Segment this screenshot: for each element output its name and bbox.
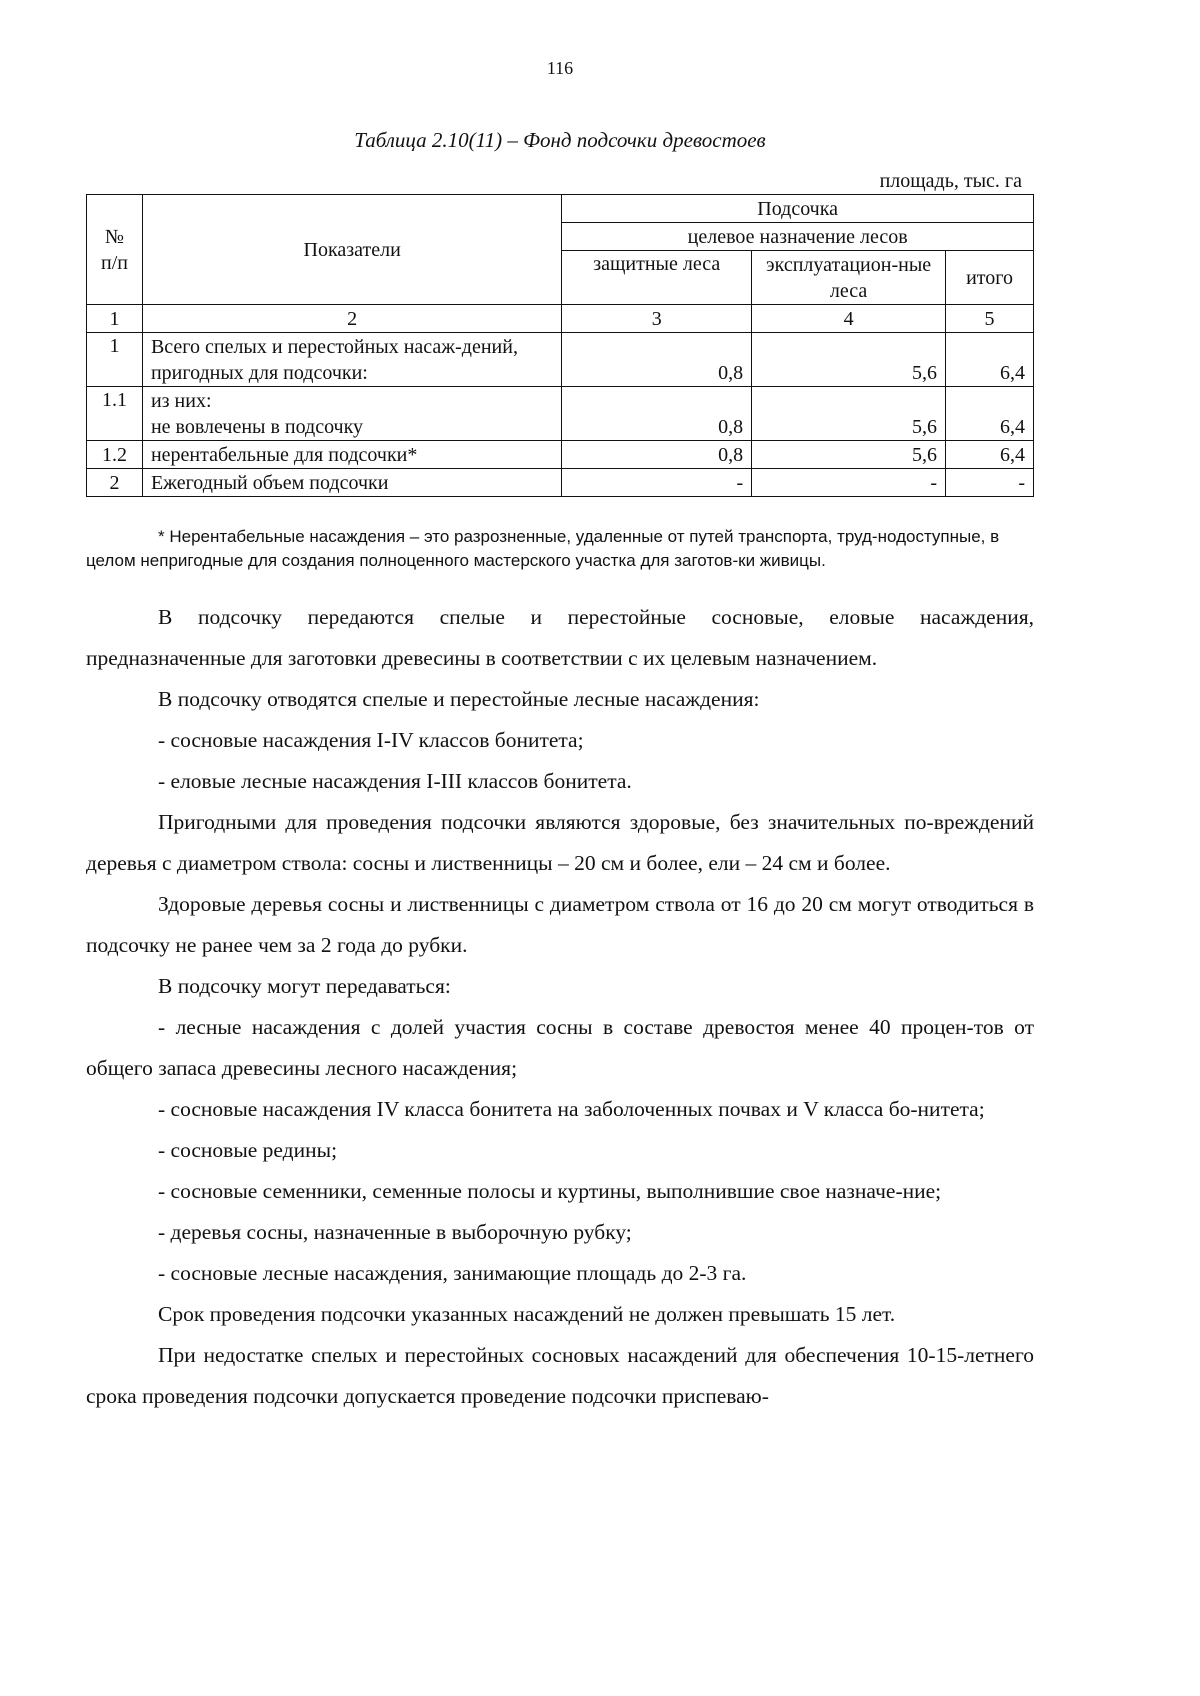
list-item: - еловые лесные насаждения I-III классов бонитета. [158,769,632,793]
table-units: площадь, тыс. га [879,170,1022,192]
header-podsochka: Подсочка [562,195,1034,223]
table-footnote: * Нерентабельные насаждения – это разрозненные, удаленные от путей транспорта, труд-нодоступные, в целом непригодные для создания полноценного мастерского участка для заготов-ки живицы. [86,527,1000,570]
column-number-row [87,305,1034,333]
row-exploitation: 5,6 [752,387,946,441]
row-total: 6,4 [946,441,1034,469]
list-item: - сосновые семенники, семенные полосы и куртины, выполнившие свое назначе-ние; [158,1179,942,1203]
row-no: 1.2 [87,441,143,469]
column-number: 2 [142,305,561,333]
row-exploitation: 5,6 [752,441,946,469]
list-item: - сосновые редины; [158,1138,338,1162]
list-item: - сосновые лесные насаждения, занимающие площадь до 2-3 га. [158,1261,747,1285]
row-protective: 0,8 [562,387,752,441]
table-row [87,387,1034,441]
header-purpose: целевое назначение лесов [562,223,1034,251]
paragraph: В подсочку отводятся спелые и перестойные лесные насаждения: [158,687,760,711]
body-text [86,597,1034,1417]
column-number: 3 [562,305,752,333]
row-name: Всего спелых и перестойных насаж-дений, пригодных для подсочки: [142,333,561,387]
paragraph: Пригодными для проведения подсочки являются здоровые, без значительных по-вреждений деревья с диаметром ствола: сосны и лиственницы – 20 см и более, ели – 24 см и более. [86,810,1034,875]
row-protective: - [562,469,752,497]
column-number: 4 [752,305,946,333]
row-exploitation: 5,6 [752,333,946,387]
row-exploitation: - [752,469,946,497]
row-protective: 0,8 [562,333,752,387]
paragraph: При недостатке спелых и перестойных сосновых насаждений для обеспечения 10-15-летнего срока проведения подсочки допускается проведение подсочки приспеваю- [86,1343,1034,1408]
column-number: 1 [87,305,143,333]
paragraph: В подсочку могут передаваться: [158,974,451,998]
paragraph: В подсочку передаются спелые и перестойные сосновые, еловые насаждения, предназначенные для заготовки древесины в соответствии с их целевым назначением. [86,605,1034,670]
row-name-cell [142,387,561,441]
table-row [87,469,1034,497]
row-total: 6,4 [946,333,1034,387]
header-no: № п/п [87,195,143,305]
list-item: - лесные насаждения с долей участия сосны в составе древостоя менее 40 процен-тов от общего запаса древесины лесного насаждения; [86,1015,1034,1080]
row-no: 1 [87,333,143,387]
table-row [87,441,1034,469]
row-name: Ежегодный объем подсочки [142,469,561,497]
header-indicators: Показатели [142,195,561,305]
paragraph: Здоровые деревья сосны и лиственницы с диаметром ствола от 16 до 20 см могут отводиться в подсочку не ранее чем за 2 года до рубки. [86,892,1034,957]
row-name: нерентабельные для подсочки* [142,441,561,469]
table-title: Таблица 2.10(11) – Фонд подсочки древостоев [354,128,766,152]
row-no: 1.1 [87,387,143,441]
row-protective: 0,8 [562,441,752,469]
row-total: - [946,469,1034,497]
row-name-line: не вовлечены в подсочку [150,415,364,438]
list-item: - сосновые насаждения I-IV классов бонитета; [158,728,584,752]
fund-table [86,194,1034,497]
header-total: итого [946,251,1034,305]
list-item: - деревья сосны, назначенные в выборочную рубку; [158,1220,632,1244]
table-row [87,333,1034,387]
page-number: 116 [546,58,574,78]
row-no: 2 [87,469,143,497]
row-name-line: из них: [150,389,212,412]
column-number: 5 [946,305,1034,333]
header-protective: защитные леса [562,251,752,305]
paragraph: Срок проведения подсочки указанных насаждений не должен превышать 15 лет. [158,1302,896,1326]
row-total: 6,4 [946,387,1034,441]
header-exploitation: эксплуатацион-ные леса [752,251,946,305]
list-item: - сосновые насаждения IV класса бонитета на заболоченных почвах и V класса бо-нитета; [158,1097,985,1121]
